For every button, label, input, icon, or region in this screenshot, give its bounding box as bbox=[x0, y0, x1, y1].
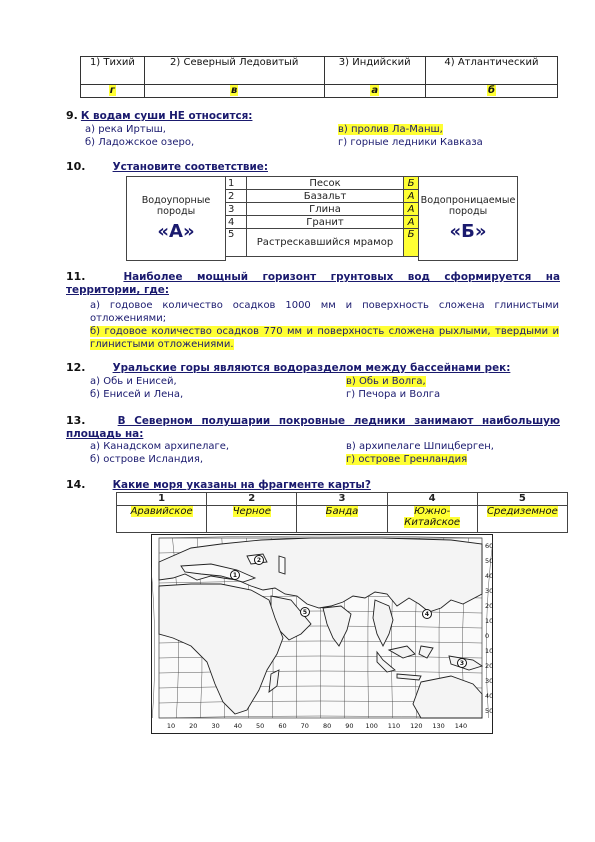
q12-option-d: г) Печора и Волга bbox=[346, 389, 441, 400]
q10-row-3-answer: А bbox=[404, 203, 419, 216]
q10-header bbox=[66, 160, 268, 173]
map-latitude-label: 10 bbox=[485, 647, 493, 655]
q10-left-letter: «А» bbox=[157, 221, 195, 242]
q8-answer-cell-3 bbox=[324, 85, 425, 98]
q11-option-b-wrap bbox=[90, 325, 559, 351]
q12-title: Уральские горы являются водоразделом между бассейнами рек: bbox=[112, 362, 511, 374]
q10-row-3-num: 3 bbox=[226, 203, 247, 216]
map-latitude-label: 10 bbox=[485, 617, 493, 625]
q9-option-b: б) Ладожское озеро, bbox=[85, 137, 195, 148]
q10-row-2-num: 2 bbox=[226, 190, 247, 203]
q14-answer-1: Аравийское bbox=[130, 506, 193, 517]
q10-row-4-num: 4 bbox=[226, 216, 247, 229]
q14-answer-cell-1 bbox=[117, 506, 207, 533]
q8-answer-cell-1 bbox=[81, 85, 145, 98]
q8-header-4: 4) Атлантический bbox=[425, 57, 557, 85]
map-latitude-label: 60 bbox=[485, 542, 493, 550]
q13-option-c: в) архипелаге Шпицберген, bbox=[346, 441, 494, 452]
q9-title: К водам суши НЕ относится: bbox=[80, 110, 253, 122]
q14-header-2: 2 bbox=[207, 493, 297, 506]
q11-header bbox=[66, 270, 560, 297]
q10-right-letter: «Б» bbox=[449, 221, 487, 242]
q9-option-d: г) горные ледники Кавказа bbox=[338, 137, 483, 148]
q9-option-c: в) пролив Ла-Манш, bbox=[338, 124, 443, 135]
map-longitude-label: 70 bbox=[300, 722, 309, 730]
q13-option-d: г) острове Гренландия bbox=[346, 454, 468, 465]
q10-right-cell bbox=[419, 177, 518, 261]
map-longitude-label: 100 bbox=[365, 722, 378, 730]
q14-answer-cell-2 bbox=[207, 506, 297, 533]
q13-option-b: б) острове Исландия, bbox=[90, 454, 204, 465]
q14-answer-3: Банда bbox=[325, 506, 359, 517]
q8-answer-cell-4 bbox=[425, 85, 557, 98]
q8-answer-table bbox=[80, 56, 558, 98]
map-latitude-label: 30 bbox=[485, 677, 493, 685]
map-marker-label-1: 1 bbox=[232, 572, 238, 580]
map-marker-label-4: 4 bbox=[424, 611, 430, 619]
q10-row-4-answer: А bbox=[404, 216, 419, 229]
q14-header-1: 1 bbox=[117, 493, 207, 506]
q11-option-b: б) годовое количество осадков 770 мм и поверхность сложена рыхлыми, твердыми и глинистыми отложениями. bbox=[90, 326, 559, 350]
q8-header-2: 2) Северный Ледовитый bbox=[144, 57, 324, 85]
q10-row-1-num: 1 bbox=[226, 177, 247, 190]
q14-answer-cell-5 bbox=[477, 506, 567, 533]
q14-number: 14. bbox=[66, 478, 86, 491]
q10-row-2-answer: А bbox=[404, 190, 419, 203]
q10-left-cell bbox=[127, 177, 226, 261]
q13-title: В Северном полушарии покровные ледники занимают наибольшую площадь на: bbox=[66, 415, 560, 440]
q8-header-1: 1) Тихий bbox=[81, 57, 145, 85]
map-longitude-label: 120 bbox=[410, 722, 423, 730]
map-latitude-label: 50 bbox=[485, 707, 493, 715]
q14-header-5: 5 bbox=[477, 493, 567, 506]
sea-map-figure bbox=[151, 534, 493, 734]
map-latitude-label: 0 bbox=[485, 632, 490, 640]
q8-answer-1: г bbox=[109, 85, 116, 96]
map-longitude-label: 80 bbox=[322, 722, 332, 730]
map-marker-label-3: 3 bbox=[459, 660, 465, 668]
map-longitude-label: 40 bbox=[233, 722, 243, 730]
q13-header bbox=[66, 414, 560, 441]
q10-title: Установите соответствие: bbox=[112, 161, 268, 173]
q12-header bbox=[66, 361, 510, 374]
map-marker-label-5: 5 bbox=[302, 609, 308, 617]
q9-number: 9. bbox=[66, 109, 78, 122]
q14-header-3: 3 bbox=[297, 493, 387, 506]
q14-answer-4: Южно-Китайское bbox=[404, 506, 461, 528]
q8-answer-4: б bbox=[487, 85, 495, 96]
q10-row-1-rock: Песок bbox=[247, 177, 404, 190]
q12-number: 12. bbox=[66, 361, 86, 374]
q11-title: Наиболее мощный горизонт грунтовых вод сформируется на территории, где: bbox=[66, 271, 560, 296]
q10-row-1-answer: Б bbox=[404, 177, 419, 190]
map-latitude-label: 20 bbox=[485, 602, 493, 610]
map-longitude-label: 60 bbox=[278, 722, 287, 730]
q12-option-c: в) Обь и Волга, bbox=[346, 376, 426, 387]
q14-answer-cell-4 bbox=[387, 506, 477, 533]
q8-answer-cell-2 bbox=[144, 85, 324, 98]
q13-number: 13. bbox=[66, 414, 86, 427]
q10-number: 10. bbox=[66, 160, 86, 173]
q8-header-3: 3) Индийский bbox=[324, 57, 425, 85]
map-longitude-label: 130 bbox=[432, 722, 445, 730]
q10-left-label: Водоупорные породы bbox=[141, 195, 211, 217]
q10-row-4-rock: Гранит bbox=[247, 216, 404, 229]
q14-answer-5: Средиземное bbox=[487, 506, 558, 517]
q10-row-5-answer: Б bbox=[404, 229, 419, 257]
q10-row-3-rock: Глина bbox=[247, 203, 404, 216]
map-longitude-label: 30 bbox=[211, 722, 220, 730]
map-latitude-label: 20 bbox=[485, 662, 493, 670]
q14-answer-2: Черное bbox=[232, 506, 271, 517]
map-latitude-label: 40 bbox=[485, 572, 493, 580]
q12-option-b: б) Енисей и Лена, bbox=[90, 389, 184, 400]
q14-answer-table bbox=[116, 492, 568, 533]
map-longitude-label: 90 bbox=[345, 722, 354, 730]
map-latitude-label: 50 bbox=[485, 557, 493, 565]
q14-answer-cell-3 bbox=[297, 506, 387, 533]
map-longitude-label: 10 bbox=[166, 722, 176, 730]
q10-row-5-rock: Растрескавшийся мрамор bbox=[247, 229, 404, 257]
q12-option-a: а) Обь и Енисей, bbox=[90, 376, 177, 387]
q8-answer-3: а bbox=[371, 85, 379, 96]
map-longitude-label: 50 bbox=[256, 722, 265, 730]
q9-header bbox=[66, 109, 252, 122]
q14-header bbox=[66, 478, 371, 491]
map-longitude-label: 140 bbox=[454, 722, 468, 730]
q14-header-4: 4 bbox=[387, 493, 477, 506]
q10-row-2-rock: Базальт bbox=[247, 190, 404, 203]
q9-option-a: а) река Иртыш, bbox=[85, 124, 166, 135]
map-latitude-label: 40 bbox=[485, 692, 493, 700]
map-marker-label-2: 2 bbox=[256, 557, 262, 565]
map-longitude-label: 20 bbox=[189, 722, 198, 730]
q11-option-a: а) годовое количество осадков 1000 мм и поверхность сложена глинистыми отложениями; bbox=[90, 300, 559, 324]
q13-option-a: а) Канадском архипелаге, bbox=[90, 441, 230, 452]
q10-right-label: Водопроницаемые породы bbox=[420, 195, 516, 217]
q10-matching-table bbox=[126, 176, 518, 261]
sea-caspian-shape bbox=[279, 556, 285, 574]
q11-number: 11. bbox=[66, 270, 86, 283]
q8-answer-2: в bbox=[231, 85, 238, 96]
q10-row-5-num: 5 bbox=[226, 229, 247, 257]
map-longitude-label: 110 bbox=[387, 722, 401, 730]
map-latitude-label: 30 bbox=[485, 587, 493, 595]
q14-title: Какие моря указаны на фрагменте карты? bbox=[112, 479, 371, 491]
